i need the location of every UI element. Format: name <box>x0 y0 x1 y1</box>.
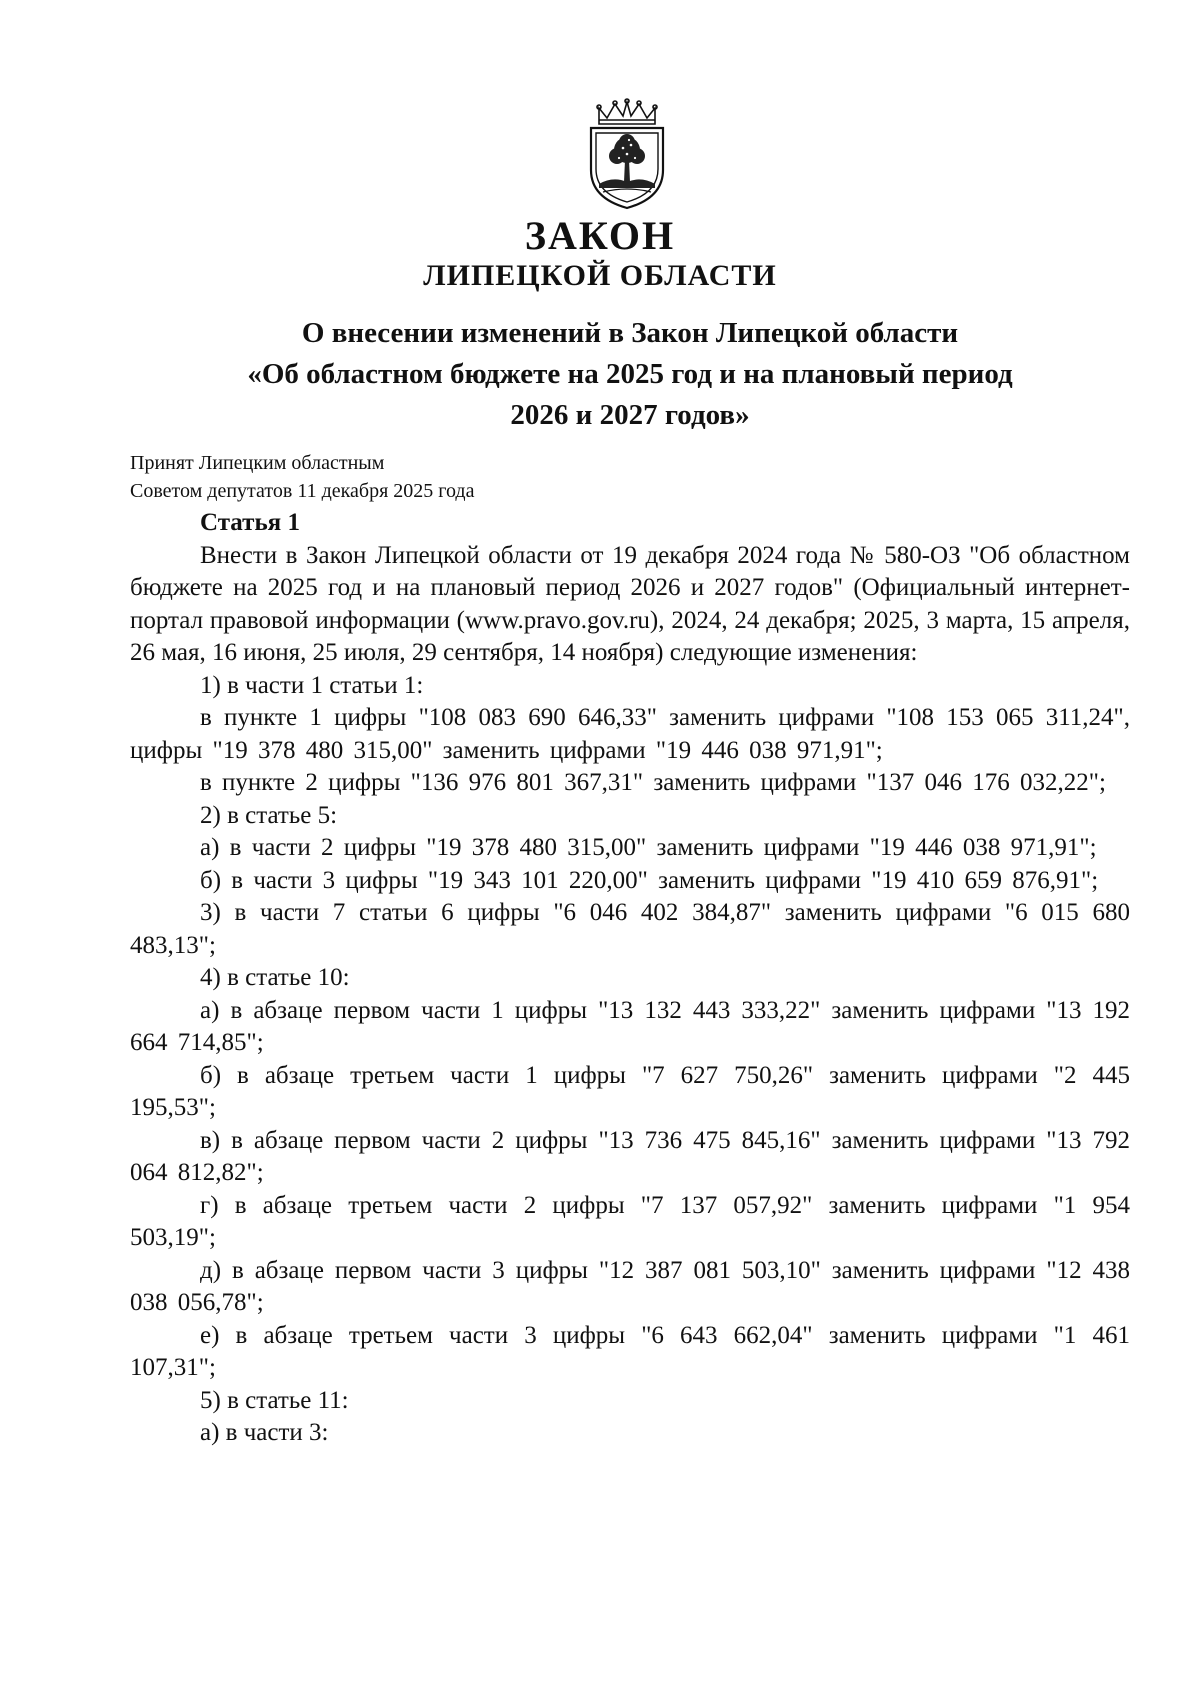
article-heading: Статья 1 <box>200 509 300 536</box>
list-item: б) в части 3 цифры "19 343 101 220,00" заменить цифрами "19 410 659 876,91"; <box>200 866 1099 894</box>
coat-of-arms-emblem <box>583 98 671 210</box>
article-intro: Внести в Закон Липецкой области от 19 декабря 2024 года № 580-ОЗ "Об областном бюджете на 2025 год и на плановый период 2026 и 2027 годов" (Официальный интернет-портал правовой информации (www.pravo.gov.ru), 2024, 24 декабря; 2025, 3 марта, 15 апреля, 26 мая, 16 июня, 25 июля, 29 сентября, 14 ноября) следующие изменения: <box>130 541 1130 666</box>
list-item: б) в абзаце третьем части 1 цифры "7 627 750,26" заменить цифрами "2 445 195,53"; <box>130 1061 1130 1121</box>
list-item: 1) в части 1 статьи 1: <box>200 671 424 699</box>
document-subtitle: ЛИПЕЦКОЙ ОБЛАСТИ <box>423 259 777 292</box>
law-title-line: «Об областном бюджете на 2025 год и на плановый период <box>247 358 1013 390</box>
list-item: в пункте 2 цифры "136 976 801 367,31" заменить цифрами "137 046 176 032,22"; <box>200 769 1106 796</box>
list-item: 5) в статье 11: <box>200 1386 349 1414</box>
list-item: 3) в части 7 статьи 6 цифры "6 046 402 384,87" заменить цифрами "6 015 680 483,13"; <box>130 899 1130 959</box>
list-item: в) в абзаце первом части 2 цифры "13 736 475 845,16" заменить цифрами "13 792 064 812,82"; <box>130 1126 1130 1186</box>
adoption-note-line: Советом депутатов 11 декабря 2025 года <box>130 480 475 502</box>
list-item: 4) в статье 10: <box>200 964 350 991</box>
list-item: а) в части 2 цифры "19 378 480 315,00" заменить цифрами "19 446 038 971,91"; <box>200 834 1097 861</box>
law-title-line: О внесении изменений в Закон Липецкой области <box>301 317 959 349</box>
article-body <box>130 507 1130 1450</box>
law-title <box>150 313 1110 436</box>
list-item: а) в абзаце первом части 1 цифры "13 132 443 333,22" заменить цифрами "13 192 664 714,85"; <box>130 996 1130 1056</box>
list-item: г) в абзаце третьем части 2 цифры "7 137 057,92" заменить цифрами "1 954 503,19"; <box>130 1191 1130 1251</box>
list-item: д) в абзаце первом части 3 цифры "12 387 081 503,10" заменить цифрами "12 438 038 056,78"; <box>130 1256 1130 1316</box>
adoption-note-line: Принят Липецким областным <box>130 452 385 474</box>
list-item: е) в абзаце третьем части 3 цифры "6 643 662,04" заменить цифрами "1 461 107,31"; <box>130 1321 1130 1381</box>
adoption-note <box>130 449 474 505</box>
law-title-line: 2026 и 2027 годов» <box>510 399 750 431</box>
document-title: ЗАКОН <box>524 213 676 258</box>
list-item: а) в части 3: <box>200 1419 329 1446</box>
list-item: 2) в статье 5: <box>200 801 338 829</box>
list-item: в пункте 1 цифры "108 083 690 646,33" заменить цифрами "108 153 065 311,24", цифры "19 378 480 315,00" заменить цифрами "19 446 038 971,91"; <box>130 704 1130 764</box>
